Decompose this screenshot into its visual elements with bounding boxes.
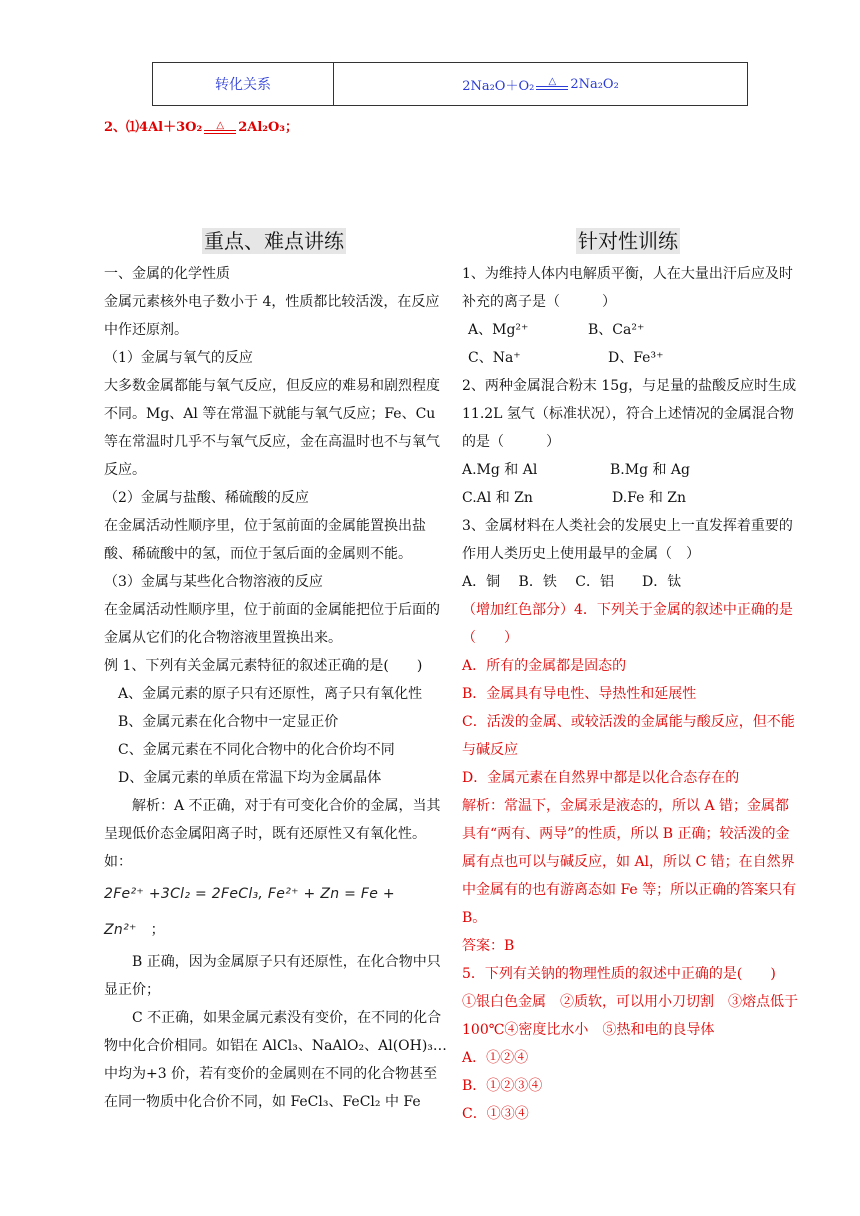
- option-b: B、金属元素在化合物中一定显正价: [118, 714, 339, 730]
- paragraph: 在金属活动性顺序里，位于前面的金属能把位于后面的金属从它们的化合物溶液里置换出来。: [104, 602, 440, 646]
- heading-left: 重点、难点讲练: [204, 229, 344, 253]
- paragraph: 大多数金属都能与氧气反应，但反应的难易和剧烈程度不同。Mg、Al 等在常温下就能与氧气反应；Fe、Cu 等在常温时几乎不与氧气反应，金在高温时也不与氧气反应。: [104, 378, 440, 478]
- paragraph: 在金属活动性顺序里，位于氢前面的金属能置换出盐酸、稀硫酸中的氢，而位于氢后面的金属则不能。: [104, 518, 426, 562]
- q4-analysis: 解析：常温下，金属汞是液态的，所以 A 错；金属都具有“两有、两导”的性质，所以 B 正确；较活泼的金属有点也可以与碱反应，如 Al，所以 C 错；在自然界中金属有的也有游离态如 Fe 等；所以正确的答案只有 B。: [462, 798, 797, 926]
- q5-option-b: B．①②③④: [462, 1078, 543, 1094]
- eq-left: 2Na₂O＋O₂: [462, 78, 535, 94]
- q4-option-c: C．活泼的金属、或较活泼的金属能与酸反应，但不能与碱反应: [462, 714, 795, 758]
- eq-right: 2Na₂O₂: [570, 76, 619, 92]
- subheading: （3）金属与某些化合物溶液的反应: [104, 574, 323, 590]
- table-equation: [334, 63, 747, 105]
- question-2: 2、两种金属混合粉末 15g，与足量的盐酸反应时生成 11.2L 氢气（标准状况），符合上述情况的金属混合物的是（ ）: [462, 378, 797, 450]
- option-c: C、金属元素在不同化合物中的化合价均不同: [118, 742, 395, 758]
- option-d: D、金属元素的单质在常温下均为金属晶体: [118, 770, 382, 786]
- q4-option-d: D．金属元素在自然界中都是以化合态存在的: [462, 770, 740, 786]
- q5-option-c: C．①③④: [462, 1106, 529, 1122]
- right-column: [462, 260, 802, 1128]
- heading-right: 针对性训练: [578, 229, 678, 253]
- question-5: 5．下列有关钠的物理性质的叙述中正确的是( ): [462, 966, 776, 982]
- question-1: 1、为维持人体内电解质平衡，人在大量出汗后应及时补充的离子是（ ）: [462, 266, 793, 310]
- q5-desc: ①银白色金属 ②质软，可以用小刀切割 ③熔点低于 100℃④密度比水小 ⑤热和电的良导体: [462, 994, 798, 1038]
- paragraph: 金属元素核外电子数小于 4，性质都比较活泼，在反应中作还原剂。: [104, 294, 440, 338]
- heat-arrow: △: [536, 78, 568, 90]
- q4-answer: 答案：B: [462, 938, 515, 954]
- q2-options-cd: C.Al 和 Zn D.Fe 和 Zn: [462, 490, 687, 506]
- subheading: （2）金属与盐酸、稀硫酸的反应: [104, 490, 309, 506]
- q1-options-cd: C、Na⁺ D、Fe³⁺: [468, 350, 664, 366]
- table-label: 转化关系: [215, 77, 271, 93]
- subheading: （1）金属与氧气的反应: [104, 350, 253, 366]
- q5-option-a: A．①②④: [462, 1050, 529, 1066]
- analysis: 解析：A 不正确，对于有可变化合价的金属，当其呈现低价态金属阳离子时，既有还原性又有氧化性。如：: [104, 798, 441, 870]
- option-a: A、金属元素的原子只有还原性，离子只有氧化性: [118, 686, 423, 702]
- question-3: 3、金属材料在人类社会的发展史上一直发挥着重要的作用人类历史上使用最早的金属（ ）: [462, 518, 793, 562]
- left-column: [104, 260, 449, 1116]
- analysis-c: C 不正确，如果金属元素没有变价，在不同的化合物中化合价相同。如铝在 AlCl₃、NaAlO₂、Al(OH)₃…中均为+3 价，若有变价的金属则在不同的化合物甚至在同一物质中化合价不同，如 FeCl₃、FeCl₂ 中 Fe: [104, 1010, 447, 1110]
- q3-options: A．铜 B．铁 C．铝 D．钛: [462, 574, 682, 590]
- q2-options-ab: A.Mg 和 Al B.Mg 和 Ag: [462, 462, 691, 478]
- formula-line: 2Fe²⁺ +3Cl₂ = 2FeCl₃, Fe²⁺ + Zn = Fe + Zn²⁺ ；: [104, 886, 395, 938]
- q4-option-b: B．金属具有导电性、导热性和延展性: [462, 686, 697, 702]
- formula: 2Fe²⁺ +3Cl₂ = 2FeCl₃, Fe²⁺ + Zn = Fe + Zn²⁺: [104, 886, 395, 938]
- q4-option-a: A．所有的金属都是固态的: [462, 658, 627, 674]
- analysis-b: B 正确，因为金属原子只有还原性，在化合物中只显正价；: [104, 954, 441, 998]
- q1-options-ab: A、Mg²⁺ B、Ca²⁺: [468, 322, 645, 338]
- heat-arrow: △: [204, 122, 236, 134]
- reaction-table: [152, 62, 748, 106]
- section-title: 一、金属的化学性质: [104, 266, 230, 282]
- example-question: 例 1、下列有关金属元素特征的叙述正确的是( ): [104, 658, 423, 674]
- equation-line-2: 2、⑴4Al＋3O₂ △ 2Al₂O₃；: [104, 119, 298, 135]
- question-4: （增加红色部分）4．下列关于金属的叙述中正确的是（ ）: [462, 602, 793, 646]
